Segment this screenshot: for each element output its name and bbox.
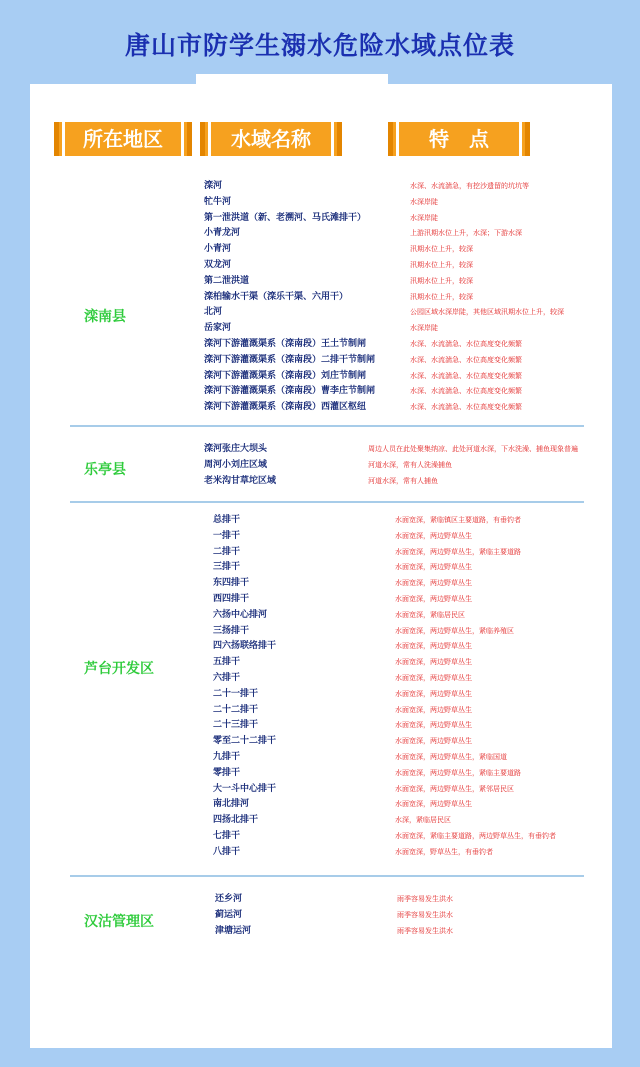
- water-feature: 汛期水位上升，较深: [410, 276, 473, 285]
- water-feature: 水面宽深，两边野草丛生: [395, 721, 472, 730]
- table-row: [213, 670, 613, 686]
- water-feature: 水面宽深，两边野草丛生: [395, 705, 472, 714]
- water-feature: 水深、水流湍急、水位高度变化频繁: [410, 371, 522, 380]
- water-feature: 水面宽深，野草丛生，有垂钓者: [395, 847, 493, 856]
- water-feature: 水深岸陡: [410, 197, 438, 206]
- table-row: [213, 733, 613, 749]
- section-divider: [70, 501, 584, 503]
- table-row: [204, 368, 624, 384]
- water-feature: 雨季容易发生洪水: [397, 895, 453, 903]
- table-row: [204, 225, 624, 241]
- water-name: 四扬北排干: [213, 815, 259, 826]
- table-row: [204, 441, 624, 457]
- water-name: 老米沟甘草坨区域: [204, 475, 277, 486]
- table-row: [204, 457, 624, 473]
- water-name: 第一泄洪道（新、老溯河、马氏滩排干）: [204, 212, 367, 223]
- water-feature: 汛期水位上升，较深: [410, 292, 473, 301]
- table-row: [215, 891, 515, 907]
- water-name: 二排干: [213, 546, 241, 557]
- water-feature: 水面宽深，两边野草丛生，紧临养殖区: [395, 626, 514, 635]
- table-row: [204, 352, 624, 368]
- water-feature: 水深岸陡: [410, 324, 438, 333]
- table-row: [213, 591, 613, 607]
- water-name: 东四排干: [213, 578, 250, 589]
- water-feature: 水面宽深，两边野草丛生: [395, 595, 472, 603]
- water-feature: 水面宽深，两边野草丛生: [395, 800, 472, 809]
- water-feature: 水面宽深，两边野草丛生: [395, 642, 472, 651]
- water-feature: 水面宽深，两边野草丛生，紧邻居民区: [395, 784, 514, 793]
- table-row: [204, 241, 624, 257]
- water-name: 南北排河: [213, 799, 250, 810]
- water-name: 岳家河: [204, 323, 232, 334]
- water-name: 九排干: [213, 752, 241, 762]
- water-feature: 水面宽深，两边野草丛生: [395, 579, 472, 588]
- water-name: 大一斗中心排干: [213, 783, 277, 794]
- table-row: [204, 257, 624, 273]
- header-feature: 特 点: [388, 122, 530, 156]
- table-row: [213, 607, 613, 623]
- water-name: 二十三排干: [213, 720, 259, 731]
- table-row: [213, 528, 613, 544]
- water-name: 北河: [204, 307, 223, 318]
- water-name: 西四排干: [213, 594, 250, 604]
- water-feature: 汛期水位上升，较深: [410, 261, 473, 269]
- water-feature: 水面宽深，紧临镇区主要道路，有垂钓者: [395, 516, 521, 524]
- table-row: [204, 273, 624, 289]
- water-name: 滦柏输水干渠（滦乐干渠、六用干）: [204, 291, 349, 302]
- table-row: [204, 194, 624, 210]
- table-row: [213, 781, 613, 797]
- water-feature: 公园区域水深岸陡，其他区域汛期水位上升，较深: [410, 308, 564, 317]
- water-name: 滦河下游灌溉渠系（滦南段）二排干节制闸: [204, 354, 376, 365]
- water-name: 周河小刘庄区域: [204, 459, 268, 470]
- water-feature: 水面宽深，紧临主要道路，两边野草丛生，有垂钓者: [395, 832, 556, 840]
- water-name: 三扬排干: [213, 625, 250, 636]
- table-row: [213, 512, 613, 528]
- water-feature: 水深岸陡: [410, 213, 438, 222]
- table-row: [204, 304, 624, 320]
- table-row: [213, 559, 613, 575]
- water-feature: 水面宽深，两边野草丛生，紧临主要道路: [395, 768, 521, 777]
- table-row: [213, 844, 613, 860]
- water-feature: 水面宽深，两边野草丛生，紧临国道: [395, 753, 507, 761]
- region-label: 乐亭县: [84, 462, 126, 478]
- section-divider: [70, 425, 584, 427]
- water-name: 滦河张庄大坝头: [204, 444, 268, 454]
- water-name: 滦河下游灌溉渠系（滦南段）曹李庄节制闸: [204, 386, 376, 397]
- water-feature: 水面宽深，紧临居民区: [395, 610, 465, 619]
- region-label: 芦台开发区: [84, 661, 154, 677]
- water-name: 八排干: [213, 846, 241, 857]
- table-row: [213, 544, 613, 560]
- water-name: 滦河下游灌溉渠系（滦南段）西灌区枢纽: [204, 402, 367, 413]
- water-name: 小青龙河: [204, 228, 241, 239]
- water-feature: 水面宽深，两边野草丛生: [395, 674, 472, 682]
- page-title: 唐山市防学生溺水危险水域点位表: [124, 31, 515, 60]
- water-feature: 上游汛期水位上升，水深；下游水深: [410, 229, 522, 238]
- table-row: [204, 320, 624, 336]
- water-name: 小青河: [204, 244, 232, 255]
- table-row: [213, 702, 613, 718]
- water-name: 四六扬联络排干: [213, 641, 277, 652]
- table-row: [204, 210, 624, 226]
- water-feature: 雨季容易发生洪水: [397, 910, 453, 919]
- header-region: 所在地区: [54, 122, 192, 156]
- water-feature: 水面宽深，两边野草丛生: [395, 563, 472, 572]
- water-name: 滦河下游灌溉渠系（滦南段）刘庄节制闸: [204, 370, 367, 381]
- table-row: [213, 765, 613, 781]
- water-feature: 水面宽深，两边野草丛生: [395, 737, 472, 746]
- table-row: [204, 289, 624, 305]
- table-row: [215, 907, 515, 923]
- water-name: 零排干: [213, 767, 241, 778]
- water-feature: 周边人员在此处聚集纳凉、此处河道水深，下水洗澡、捕鱼现象普遍: [368, 445, 578, 453]
- table-row: [213, 812, 613, 828]
- table-row: [204, 383, 624, 399]
- table-row: [204, 336, 624, 352]
- water-name: 牤牛河: [204, 196, 232, 207]
- water-feature: 汛期水位上升，较深: [410, 245, 473, 254]
- table-row: [213, 749, 613, 765]
- water-name: 双龙河: [204, 260, 232, 270]
- water-name: 第二泄洪道: [204, 275, 250, 286]
- water-feature: 水面宽深，两边野草丛生: [395, 689, 472, 698]
- water-name: 零至二十二排干: [213, 736, 277, 747]
- water-feature: 水面宽深，两边野草丛生，紧临主要道路: [395, 547, 521, 556]
- water-name: 五排干: [213, 657, 241, 668]
- table-row: [215, 923, 515, 939]
- water-feature: 水深、水流湍急、水位高度变化频繁: [410, 403, 522, 412]
- water-name: 六扬中心排河: [213, 609, 268, 620]
- region-label: 滦南县: [84, 309, 126, 325]
- water-feature: 河道水深，常有人捕鱼: [368, 476, 438, 485]
- section-divider: [70, 875, 584, 877]
- table-row: [213, 623, 613, 639]
- water-feature: 水面宽深，两边野草丛生: [395, 658, 472, 667]
- table-row: [213, 654, 613, 670]
- water-feature: 水深，紧临居民区: [395, 816, 451, 825]
- water-name: 还乡河: [215, 894, 243, 904]
- water-name: 总排干: [213, 515, 241, 525]
- water-name: 滦河: [204, 181, 223, 191]
- water-name: 津塘运河: [215, 925, 252, 936]
- table-row: [213, 575, 613, 591]
- water-name: 二十二排干: [213, 704, 259, 715]
- table-row: [213, 686, 613, 702]
- water-feature: 河道水深，常有人洗澡捕鱼: [368, 460, 452, 469]
- water-name: 一排干: [213, 530, 241, 541]
- water-feature: 水深、水流湍急，有挖沙遗留的坑坑等: [410, 182, 529, 190]
- table-row: [204, 473, 624, 489]
- water-feature: 水深、水流湍急、水位高度变化频繁: [410, 387, 522, 396]
- table-row: [204, 178, 624, 194]
- table-row: [213, 796, 613, 812]
- table-row: [213, 828, 613, 844]
- water-name: 六排干: [213, 673, 241, 683]
- water-name: 七排干: [213, 831, 241, 841]
- table-row: [213, 717, 613, 733]
- header-water: 水域名称: [200, 122, 342, 156]
- table-row: [204, 399, 624, 415]
- water-name: 三排干: [213, 562, 241, 573]
- region-label: 汉沽管理区: [84, 914, 154, 930]
- water-name: 滦河下游灌溉渠系（滦南段）王土节制闸: [204, 339, 367, 349]
- water-feature: 水深、水流湍急、水位高度变化频繁: [410, 340, 522, 348]
- table-row: [213, 638, 613, 654]
- water-feature: 水深、水流湍急、水位高度变化频繁: [410, 355, 522, 364]
- water-feature: 水面宽深，两边野草丛生: [395, 531, 472, 540]
- water-name: 蓟运河: [215, 909, 243, 920]
- water-feature: 雨季容易发生洪水: [397, 926, 453, 935]
- water-name: 二十一排干: [213, 688, 259, 699]
